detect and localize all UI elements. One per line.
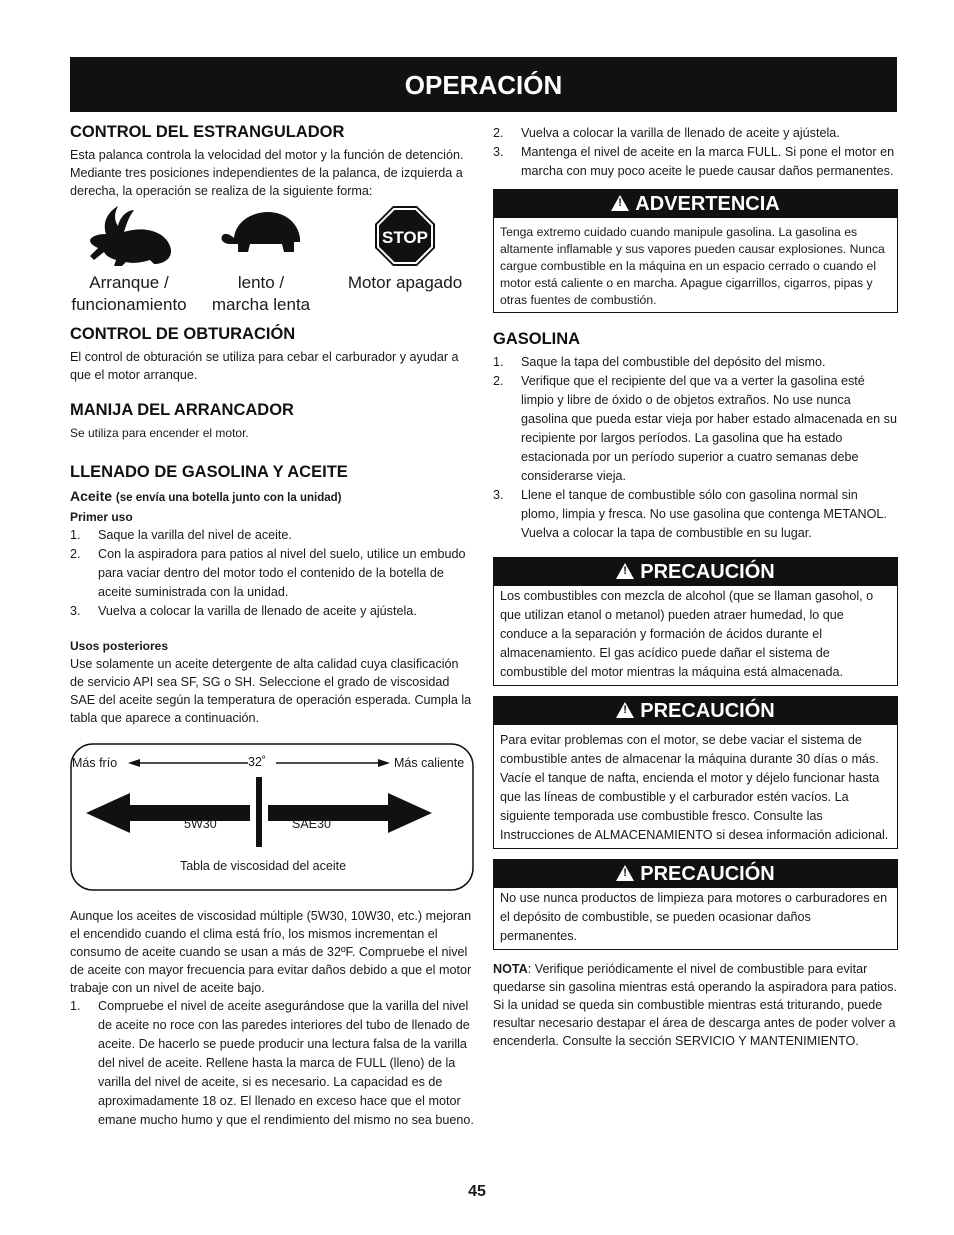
later-use-text: Use solamente un aceite detergente de alta calidad cuya clasificación de servicio API sea SF, SG o SH. Seleccione el grado de viscosidad SAE del aceite según la temperatura de operación esperada. Cumpla la tabla que aparece a continuación. <box>70 657 472 725</box>
warning-text: Tenga extremo cuidado cuando manipule gasolina. La gasolina es altamente inflamable y sus vapores pueden causar explosiones. Nunca cargue combustible en la máquina en un espacio cerrado o cuando el motor está caliente o en marcha. Apague cigarrillos, cigarros, pipas y otras fuentes de combustión. <box>500 225 885 307</box>
note-text: : Verifique periódicamente el nivel de combustible para evitar quedarse sin gasolina mientras está operando la aspiradora para patios. Si la unidad se queda sin combustible mientras está triturando, puede resultar necesario destapar el área de descarga antes de poder volver a encenderla. Consulte la sección SERVICIO Y MANTENIMIENTO. <box>493 962 897 1048</box>
choke-symbols <box>70 204 475 324</box>
symbol-fast-label-1: Arranque / <box>89 273 169 292</box>
right-column <box>493 124 898 1050</box>
starter-heading: MANIJA DEL ARRANCADOR <box>70 401 294 419</box>
colder-label: Más frío <box>72 756 118 770</box>
chart-caption: Tabla de viscosidad del aceite <box>179 859 347 873</box>
caution-header: !PRECAUCIÓN <box>494 558 897 586</box>
viscosity-chart <box>70 743 474 891</box>
caution-text: No use nunca productos de limpieza para motores o carburadores en el depósito de combustible, se pueden ocasionar daños permanentes. <box>500 891 888 943</box>
list-item: 2. Vuelva a colocar la varilla de llenado de aceite y ajústela. <box>493 126 840 140</box>
later-use-heading: Usos posteriores <box>70 639 169 653</box>
page-title: OPERACIÓN <box>70 57 897 112</box>
caution-box-storage <box>493 696 898 849</box>
list-item: 2. Verifique que el recipiente del que va a verter la gasolina esté limpio y libre de óxido o de objetos extraños. No use nunca gasolina que pueda estar vieja por haber estado almacenada en su recipiente por largos períodos. La gasolina que ha estado estacionada por un período superior a cuatro semanas debe considerarse vieja. <box>493 374 897 483</box>
starter-text: Se utiliza para encender el motor. <box>70 426 249 440</box>
list-item: 3. Vuelva a colocar la varilla de llenado de aceite y ajústela. <box>70 604 417 618</box>
list-item: 1. Saque la varilla del nivel de aceite. <box>70 528 292 542</box>
warning-header: !ADVERTENCIA <box>494 190 897 218</box>
warmer-label: Más caliente <box>394 756 465 770</box>
oil-steps-continued <box>493 124 898 181</box>
rabbit-icon <box>84 204 174 268</box>
oil-label: Aceite <box>70 488 113 504</box>
symbol-slow <box>206 204 316 316</box>
symbol-stop-label: Motor apagado <box>347 273 463 292</box>
choke-heading: CONTROL DEL ESTRANGULADOR <box>70 123 345 141</box>
left-column <box>70 122 475 1130</box>
first-use-heading: Primer uso <box>70 510 133 524</box>
first-use-steps <box>70 526 475 621</box>
warning-triangle-icon <box>616 563 634 579</box>
gasoline-steps <box>493 353 898 543</box>
warning-triangle-icon <box>616 702 634 718</box>
stop-sign-text: STOP <box>382 228 428 247</box>
symbol-fast-label-2: funcionamiento <box>71 295 187 314</box>
symbol-stop <box>340 204 470 294</box>
caution-box-cleaners <box>493 859 898 950</box>
warning-triangle-icon <box>611 195 629 211</box>
primer-heading: CONTROL DE OBTURACIÓN <box>70 325 296 343</box>
fill-heading: LLENADO DE GASOLINA Y ACEITE <box>70 463 348 481</box>
temperature-label: 32˚ <box>248 755 267 769</box>
warning-box <box>493 189 898 313</box>
warning-triangle-icon <box>616 865 634 881</box>
note-paragraph <box>493 960 898 1050</box>
list-item: 3. Mantenga el nivel de aceite en la marca FULL. Si pone el motor en marcha con muy poco aceite le puede causar daños permanentes. <box>493 145 895 178</box>
high-grade-label: SAE30 <box>292 817 331 831</box>
gasoline-heading: GASOLINA <box>493 330 581 348</box>
caution-header: !PRECAUCIÓN <box>494 697 897 725</box>
choke-text: Esta palanca controla la velocidad del motor y la función de detención. Mediante tres posiciones independientes de la palanca, de izquierda a derecha, la operación se realiza de la siguiente forma: <box>70 148 464 198</box>
list-item: 1. Saque la tapa del combustible del depósito del mismo. <box>493 355 826 369</box>
oil-subheading <box>70 486 475 508</box>
page-number: 45 <box>468 1183 486 1200</box>
caution-text: Los combustibles con mezcla de alcohol (que se llaman gasohol, o que utilizan etanol o metanol) pueden atraer humedad, lo que conduce a la separación y formación de ácidos durante el almacenamiento. El gas acídico puede dañar el sistema de combustible del motor mientras la máquina está almacenada. <box>500 589 874 679</box>
multigrade-text: Aunque los aceites de viscosidad múltiple (5W30, 10W30, etc.) mejoran el encendido cuando el clima está frío, los mismos incrementan el consumo de aceite cuando se usan a más de 32ºF. Compruebe el nivel de aceite con mayor frecuencia para evitar daños debido a que el motor trabaje con un nivel de aceite bajo. <box>70 909 472 995</box>
low-grade-label: 5W30 <box>184 817 217 831</box>
symbol-fast <box>70 204 188 316</box>
oil-check-steps <box>70 997 475 1130</box>
turtle-icon <box>216 204 306 268</box>
list-item: 1. Compruebe el nivel de aceite asegurándose que la varilla del nivel de aceite no roce con las paredes interiores del tubo de llenado de aceite. De hacerlo se puede producir una lectura falsa de la varilla del nivel de aceite. Rellene hasta la marca de FULL (lleno) de la varilla del nivel de aceite, si es necesario. La capacidad es de aproximadamente 18 oz. El llenado en exceso hace que el motor emane mucho humo y que el rendimiento del mismo no sea bueno. <box>70 999 474 1127</box>
list-item: 2. Con la aspiradora para patios al nivel del suelo, utilice un embudo para vaciar dentro del motor todo el contenido de la botella de aceite suministrada con la unidad. <box>70 547 466 599</box>
symbol-slow-label-1: lento / <box>237 273 285 292</box>
note-label: NOTA <box>493 962 528 976</box>
oil-note: (se envía una botella junto con la unidad) <box>115 492 342 504</box>
stop-sign-icon <box>373 204 437 268</box>
caution-box-alcohol <box>493 557 898 686</box>
caution-header: !PRECAUCIÓN <box>494 860 897 888</box>
primer-text: El control de obturación se utiliza para cebar el carburador y ayudar a que el motor arranque. <box>70 350 459 382</box>
list-item: 3. Llene el tanque de combustible sólo con gasolina normal sin plomo, limpia y fresca. No use gasolina que contenga METANOL. Vuelva a colocar la tapa de combustible en su lugar. <box>493 488 887 540</box>
caution-text: Para evitar problemas con el motor, se debe vaciar el sistema de combustible antes de almacenar la máquina durante 30 días o más. Vacíe el tanque de nafta, encienda el motor y déjelo funcionar hasta que las líneas de combustible y el carburador estén vacíos. La siguiente temporada use combustible fresco. Consulte las Instrucciones de ALMACENAMIENTO si desea información adicional. <box>500 733 889 842</box>
symbol-slow-label-2: marcha lenta <box>211 295 311 314</box>
